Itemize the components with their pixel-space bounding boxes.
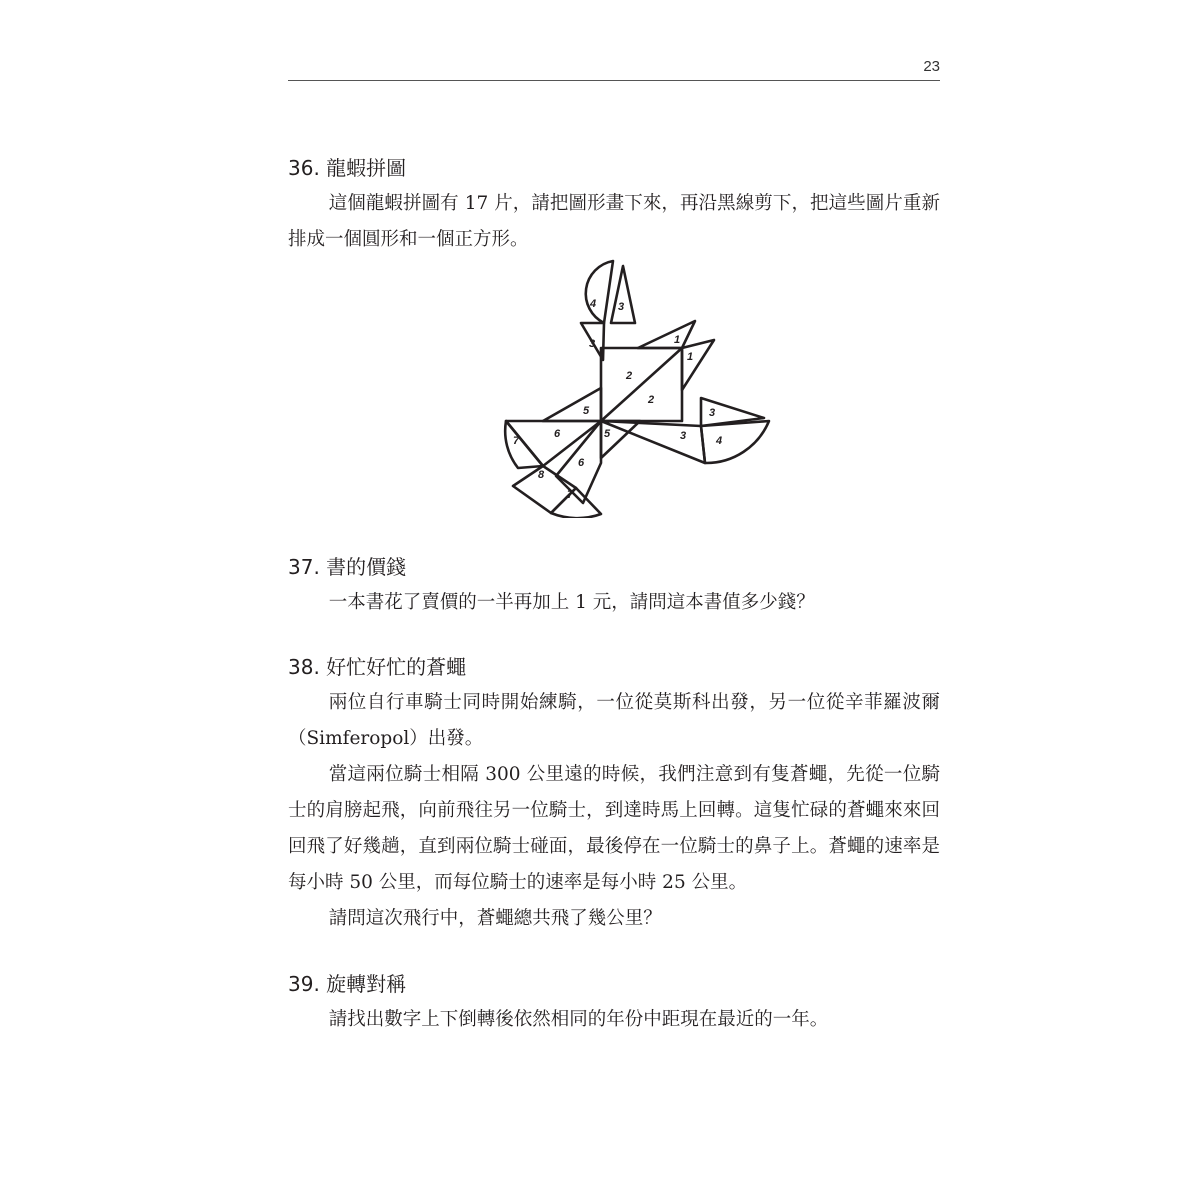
piece-label: 5 <box>604 428 611 440</box>
spacer <box>288 621 940 649</box>
problem-title: 37. 書的價錢 <box>288 555 407 579</box>
piece-7-tail <box>551 488 601 518</box>
problem-title: 39. 旋轉對稱 <box>288 972 407 996</box>
piece-label: 4 <box>716 435 723 447</box>
problem-37 <box>288 549 940 621</box>
problem-text: 請問這次飛行中，蒼蠅總共飛了幾公里？ <box>328 908 662 929</box>
problem-text: 當這兩位騎士相隔 300 公里遠的時候，我們注意到有隻蒼蠅，先從一位騎士的肩膀起飛，向前飛往另一位騎士，到達時馬上回轉。這隻忙碌的蒼蠅來來回回飛了好幾趟，直到兩位騎士碰面，最後停在一位騎士的鼻子上。蒼蠅的速率是每小時 50 公里，而每位騎士的速率是每小時 25 公里。 <box>288 764 940 893</box>
piece-4-head <box>586 261 613 323</box>
piece-1-upper <box>638 321 695 348</box>
piece-label: 2 <box>626 370 633 382</box>
problem-text: 請找出數字上下倒轉後依然相同的年份中距現在最近的一年。 <box>328 1009 829 1030</box>
square-diagonal <box>601 348 682 421</box>
piece-1-lower <box>682 340 714 390</box>
piece-label: 7 <box>567 489 574 501</box>
header-rule <box>288 80 940 81</box>
piece-5-left <box>543 388 601 421</box>
problem-text: 兩位自行車騎士同時開始練騎，一位從莫斯科出發，另一位從辛菲羅波爾（Simferopol）出發。 <box>288 692 940 749</box>
problem-39 <box>288 966 940 1038</box>
piece-label: 6 <box>578 457 585 469</box>
page-content <box>288 150 940 1038</box>
piece-label: 3 <box>709 407 716 419</box>
problem-title: 38. 好忙好忙的蒼蠅 <box>288 655 467 679</box>
piece-label: 3 <box>589 338 596 350</box>
piece-label: 3 <box>680 430 687 442</box>
problem-text: 這個龍蝦拼圖有 17 片，請把圖形畫下來，再沿黑線剪下，把這些圖片重新排成一個圓形和一個正方形。 <box>288 193 940 250</box>
lobster-puzzle-figure <box>288 258 940 520</box>
piece-label: 2 <box>648 394 655 406</box>
piece-label: 8 <box>538 469 545 481</box>
problem-text: 一本書花了賣價的一半再加上 1 元，請問這本書值多少錢？ <box>328 592 815 613</box>
spacer <box>288 520 940 549</box>
piece-label: 3 <box>618 301 625 313</box>
page-number: 23 <box>923 58 940 75</box>
piece-label: 4 <box>590 298 597 310</box>
piece-label: 1 <box>674 334 681 346</box>
spacer <box>288 937 940 966</box>
problem-36 <box>288 150 940 520</box>
lobster-puzzle-drawing <box>498 258 778 518</box>
piece-3-head <box>611 266 635 323</box>
problem-38 <box>288 649 940 937</box>
piece-label: 6 <box>554 428 561 440</box>
piece-4-right-claw <box>701 421 769 463</box>
piece-label: 7 <box>513 435 520 447</box>
piece-7-left <box>505 421 543 468</box>
piece-label: 5 <box>583 405 590 417</box>
piece-label: 1 <box>687 351 694 363</box>
problem-title: 36. 龍蝦拼圖 <box>288 156 407 180</box>
